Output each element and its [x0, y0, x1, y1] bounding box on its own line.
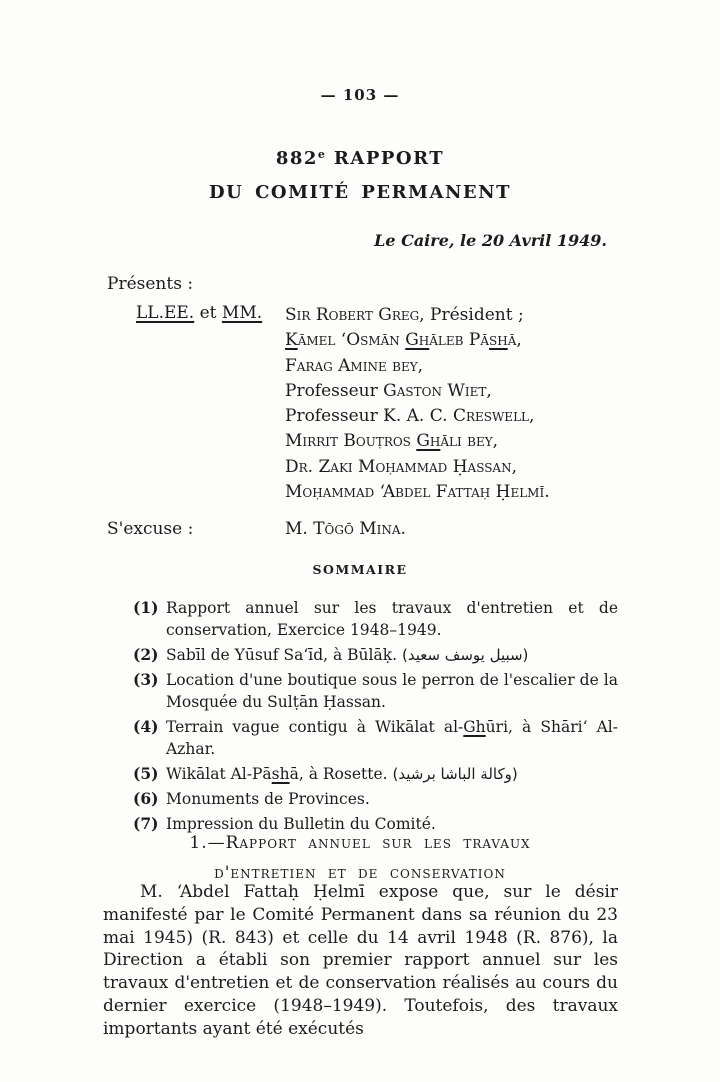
text-segment: Gh — [416, 431, 441, 452]
excuse-label: S'excuse : — [107, 519, 194, 539]
sommaire-item — [133, 788, 618, 810]
sommaire-heading: SOMMAIRE — [312, 562, 408, 577]
sommaire-item-text — [166, 597, 618, 641]
text-segment: Terrain vague contigu à Wikālat al- — [166, 718, 464, 736]
sommaire-item — [133, 669, 618, 713]
sommaire-item-number: (4) — [133, 717, 159, 736]
text-segment: ūri, à Shāriʻ Al-Azhar. — [166, 718, 618, 758]
attendee-name — [285, 429, 620, 454]
attendee-name — [285, 404, 620, 429]
report-ordinal-suffix: e — [317, 148, 325, 161]
text-segment: , Président ; — [419, 305, 524, 325]
text-segment: Sir Robert Greg — [285, 305, 420, 325]
text-segment: MM. — [221, 303, 263, 323]
sommaire-item — [133, 716, 618, 760]
text-segment: Impression du Bulletin du Comité. — [166, 815, 436, 833]
text-segment: Farag Amine bey, — [285, 355, 424, 376]
sommaire-item — [133, 597, 618, 641]
sommaire-item-number: (6) — [133, 789, 159, 808]
presents-label: Présents : — [107, 274, 194, 294]
sommaire-item-number: (7) — [133, 814, 159, 833]
text-segment: M. Tōgō Mina. — [285, 519, 406, 539]
text-segment: Sabīl de Yūsuf Saʻīd, à Būlāḳ. — [166, 646, 402, 664]
attendee-name — [285, 303, 620, 328]
sommaire-item-text — [166, 716, 618, 760]
text-segment: āleb Pā — [429, 330, 489, 351]
text-segment: Mirrit Bouṭros — [285, 431, 417, 452]
text-segment: Professeur — [285, 380, 384, 401]
text-segment: LL.EE. — [136, 303, 195, 323]
attendee-name — [285, 455, 620, 480]
text-segment: sh — [489, 330, 508, 351]
text-segment: Gh — [463, 718, 486, 736]
dateline: Le Caire, le 20 Avril 1949. — [374, 231, 607, 250]
sommaire-item — [133, 763, 618, 785]
report-word: RAPPORT — [333, 148, 445, 169]
text-segment: Rapport annuel sur les travaux d'entretien et de conservation, Exercice 1948–1949. — [166, 599, 618, 639]
attendee-prefix — [136, 303, 262, 323]
report-title-line2: DU COMITÉ PERMANENT — [209, 182, 511, 203]
report-title — [0, 148, 720, 203]
attendee-name — [285, 379, 620, 404]
text-segment: Location d'une boutique sous le perron de l'escalier de la Mosquée du Sulṭān Ḥassan. — [166, 671, 618, 711]
report-title-line1 — [0, 148, 720, 169]
text-segment: Gaston Wiet, — [383, 380, 492, 401]
sommaire-item-text — [166, 788, 618, 810]
text-segment: ā, à Rosette. — [289, 765, 393, 783]
sommaire-item-text — [166, 669, 618, 713]
section-heading-line2: d'entretien et de conservation — [214, 863, 506, 883]
attendee-name — [285, 480, 620, 505]
arabic-text: (سبيل يوسف سعيد) — [401, 646, 529, 664]
body-paragraph: M. ʻAbdel Fattaḥ Ḥelmī expose que, sur le désir manifesté par le Comité Permanent dans sa réunion du 23 mai 1945) (R. 843) et celle du 14 avril 1948 (R. 876), la Direction a établi son premier rapport annuel sur les travaux d'entretien et de conservation réalisés au cours du dernier exercice (1948–1949). Toutefois, des travaux importants ayant été exécutés — [103, 882, 618, 1039]
sommaire-item-number: (1) — [133, 598, 159, 617]
text-segment: Moḥammad ʻAbdel Fattaḥ Ḥelmī. — [285, 482, 550, 503]
sommaire-list — [133, 597, 618, 838]
text-segment: et — [194, 303, 222, 323]
sommaire-item-text — [166, 644, 618, 666]
attendance-block — [103, 303, 620, 505]
sommaire-item-number: (5) — [133, 764, 159, 783]
sommaire-item-number: (3) — [133, 670, 159, 689]
section-heading-line1: 1.—Rapport annuel sur les travaux — [189, 833, 531, 853]
text-segment: Professeur K. A. C. — [285, 406, 453, 427]
text-segment: K — [285, 330, 298, 351]
arabic-text: (وكالة الباشا برشيد) — [392, 765, 518, 783]
attendee-list — [285, 303, 620, 505]
sommaire-item-number: (2) — [133, 645, 159, 664]
text-segment: Gh — [405, 330, 430, 351]
text-segment: āmel ʻOsmān — [297, 330, 406, 351]
excused-name — [285, 519, 620, 539]
sommaire-item-text — [166, 763, 618, 785]
text-segment: Wikālat Al-Pā — [166, 765, 272, 783]
excuse-row — [103, 519, 620, 539]
report-number: 882 — [275, 148, 318, 169]
text-segment: ā, — [507, 330, 522, 351]
attendee-name — [285, 328, 620, 353]
section-heading — [0, 828, 720, 888]
attendee-name — [285, 354, 620, 379]
text-segment: Monuments de Provinces. — [166, 790, 370, 808]
sommaire-item — [133, 644, 618, 666]
text-segment: āli bey, — [440, 431, 499, 452]
text-segment: sh — [271, 765, 290, 783]
page-number: — 103 — — [320, 86, 400, 104]
text-segment: Dr. Zaki Moḥammad Ḥassan, — [285, 456, 517, 477]
text-segment: Creswell, — [452, 406, 535, 427]
